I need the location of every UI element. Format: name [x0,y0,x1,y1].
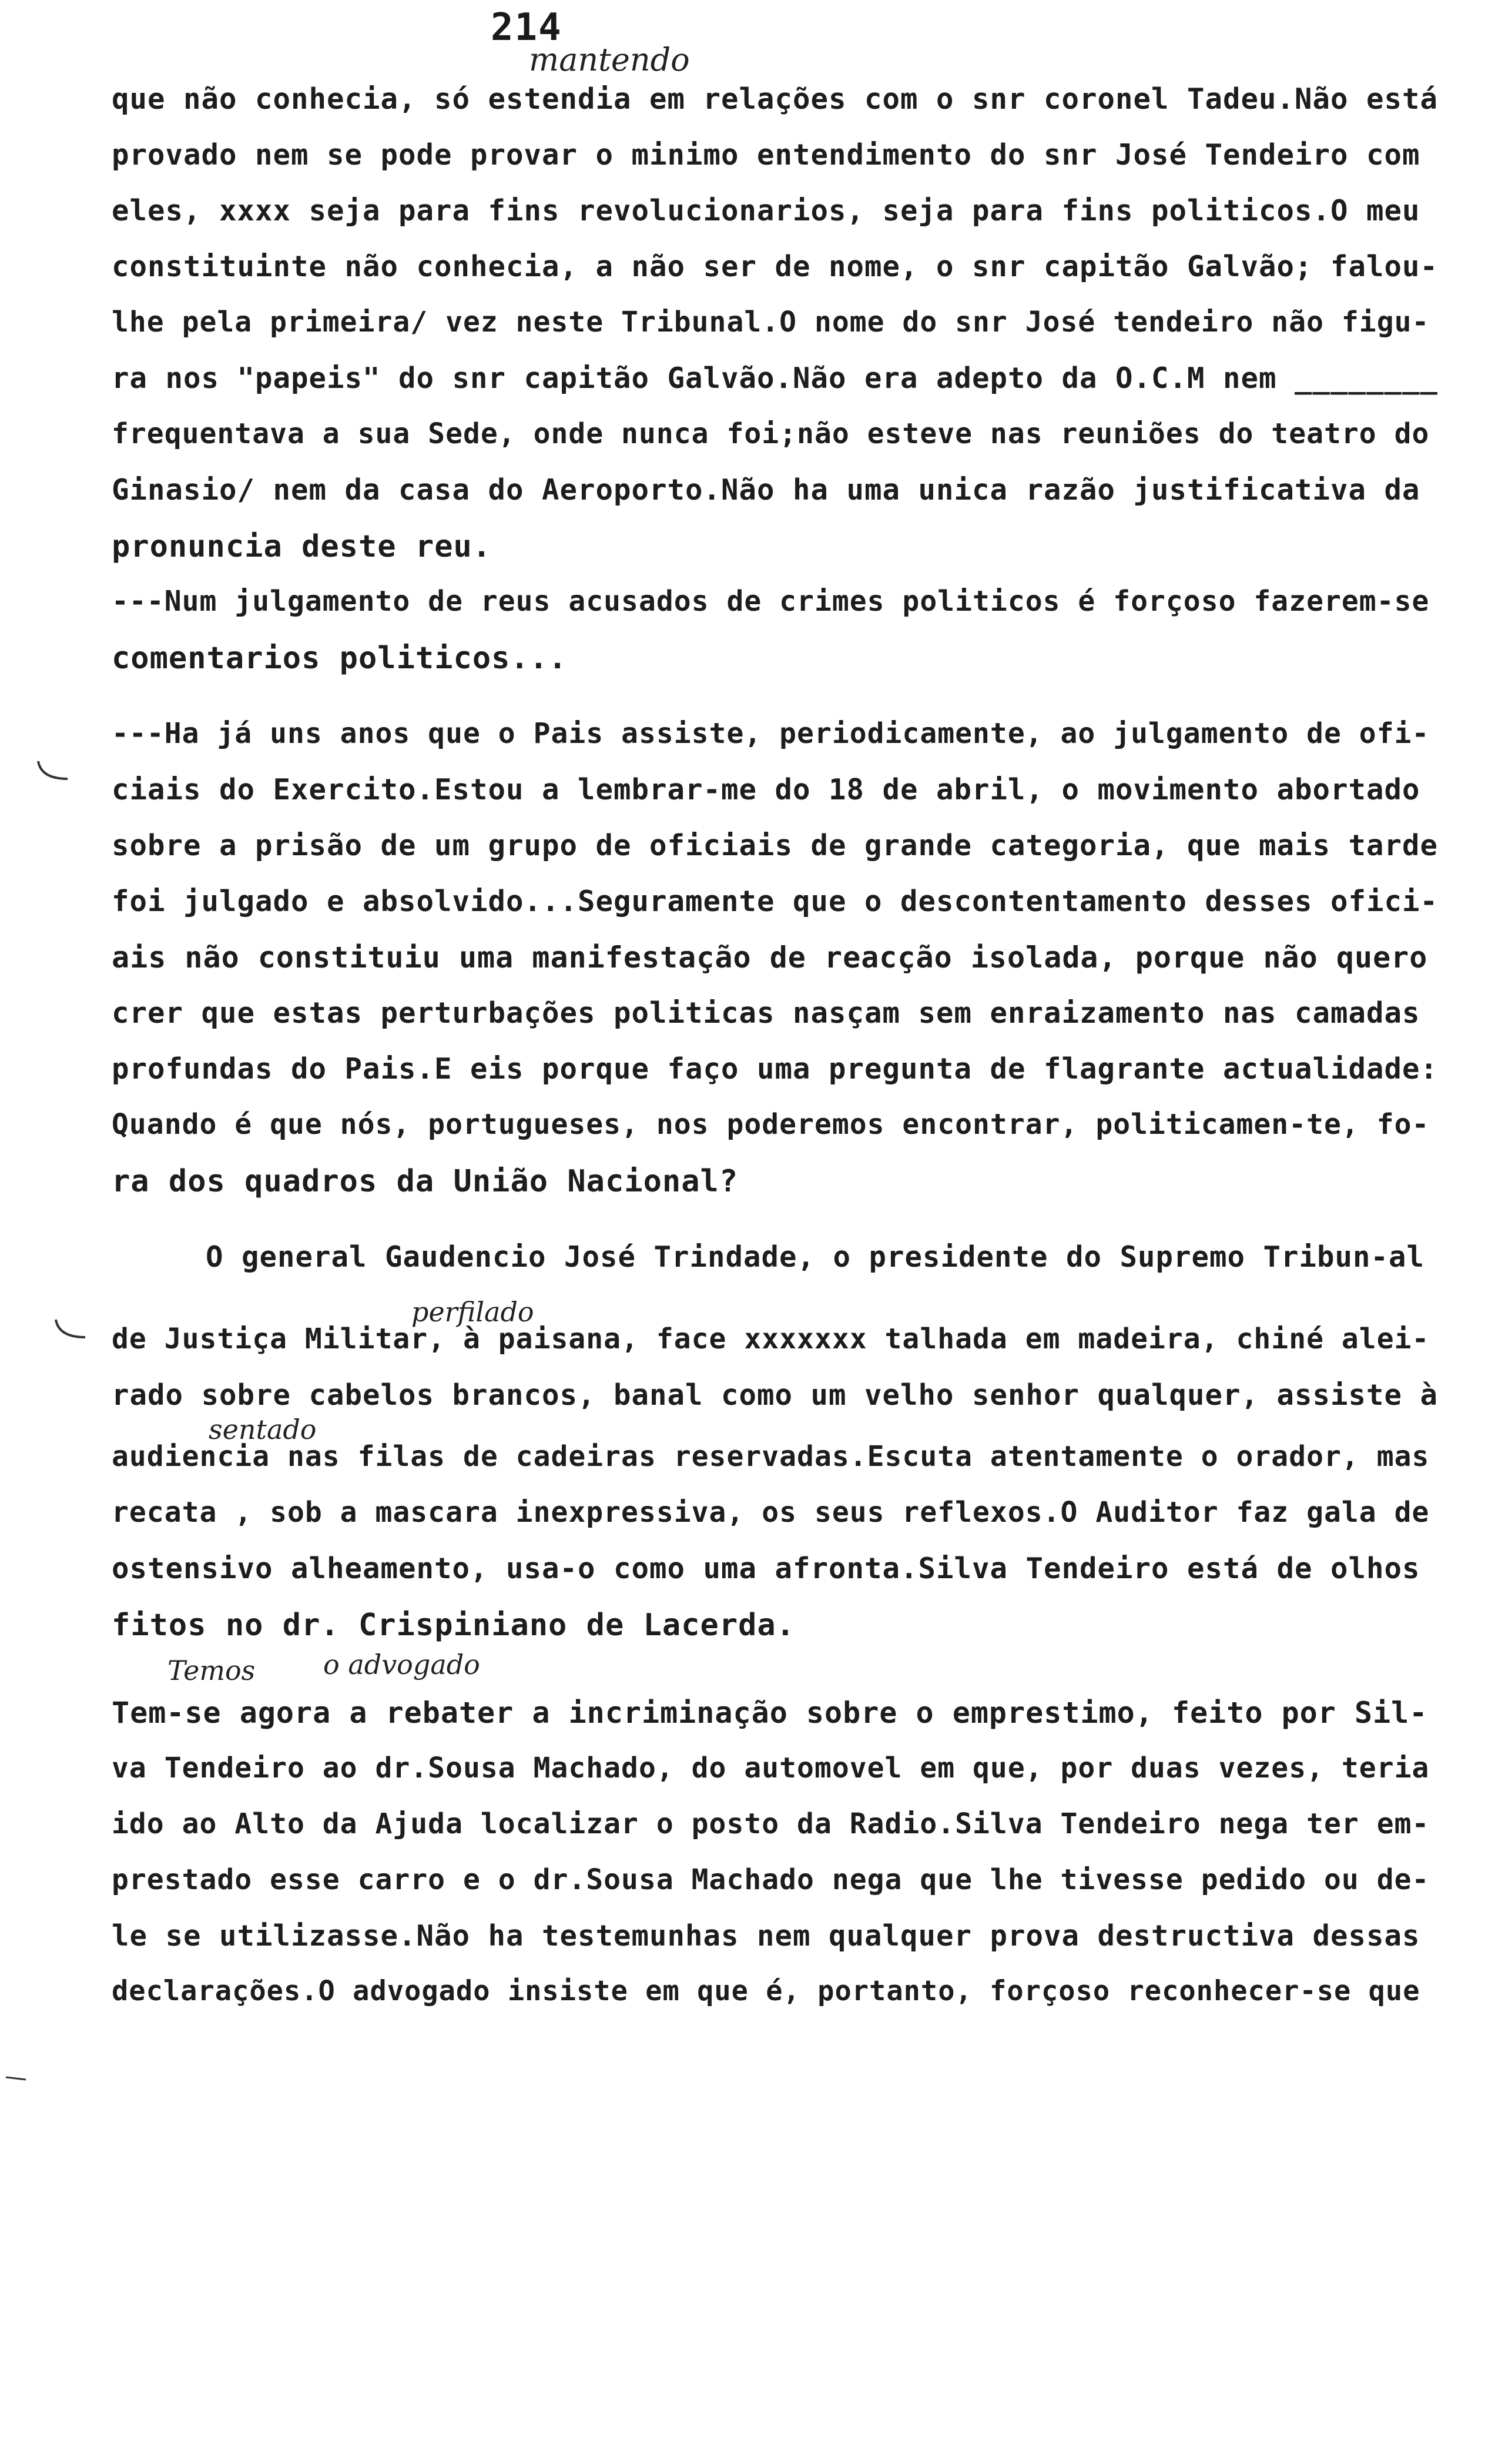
text-line: Ginasio/ nem da casa do Aeroporto.Não ha uma unica razão justificativa da [112,473,1420,507]
text-line: ostensivo alheamento, usa-o como uma afronta.Silva Tendeiro está de olhos [112,1552,1420,1585]
text-line: Tem-se agora a rebater a incriminação sobre o emprestimo, feito por Sil- [112,1696,1428,1730]
text-line: declarações.O advogado insiste em que é, portanto, forçoso reconhecer-se que [112,1975,1420,2007]
text-line: ---Ha já uns anos que o Pais assiste, periodicamente, ao julgamento de ofi- [112,717,1430,750]
text-line: ido ao Alto da Ajuda localizar o posto da Radio.Silva Tendeiro nega ter em- [112,1807,1430,1840]
text-line: profundas do Pais.E eis porque faço uma pregunta de flagrante actualidade: [112,1052,1439,1086]
text-line: provado nem se pode provar o minimo entendimento do snr José Tendeiro com [112,138,1420,172]
text-line: sobre a prisão de um grupo de oficiais de grande categoria, que mais tarde [112,829,1439,862]
text-line: ciais do Exercito.Estou a lembrar-me do 18 de abril, o movimento abortado [112,773,1420,806]
text-line: fitos no dr. Crispiniano de Lacerda. [112,1608,796,1643]
text-line: le se utilizasse.Não ha testemunhas nem qualquer prova destructiva dessas [112,1919,1420,1953]
margin-mark [53,1317,88,1340]
text-line: crer que estas perturbações politicas nasçam sem enraizamento nas camadas [112,996,1420,1030]
text-line: constituinte não conhecia, a não ser de nome, o snr capitão Galvão; falou- [112,250,1439,283]
page-number: 214 [491,6,562,49]
text-line: ra nos "papeis" do snr capitão Galvão.Não era adepto da O.C.M nem ________ [112,361,1439,395]
text-line: recata , sob a mascara inexpressiva, os seus reflexos.O Auditor faz gala de [112,1496,1430,1529]
text-line: foi julgado e absolvido...Seguramente que o descontentamento desses ofici- [112,885,1439,918]
text-line: eles, xxxx seja para fins revolucionarios, seja para fins politicos.O meu [112,194,1420,227]
text-line: ---Num julgamento de reus acusados de crimes politicos é forçoso fazerem-se [112,585,1430,618]
text-line: pronuncia deste reu. [112,529,492,564]
text-line: O general Gaudencio José Trindade, o presidente do Supremo Tribun-al [206,1240,1425,1274]
text-line: frequentava a sua Sede, onde nunca foi;não esteve nas reuniões do teatro do [112,417,1430,450]
text-line: que não conhecia, só estendia em relações com o snr coronel Tadeu.Não está [112,82,1439,116]
text-line: Quando é que nós, portugueses, nos poderemos encontrar, politicamen-te, fo- [112,1108,1430,1141]
text-line: ra dos quadros da União Nacional? [112,1164,739,1199]
margin-tick [5,2072,28,2078]
handwritten-note-sentado: sentado [209,1414,317,1445]
text-line: prestado esse carro e o dr.Sousa Machado nega que lhe tivesse pedido ou de- [112,1863,1430,1896]
handwritten-note-perfilado: perfilado [411,1296,534,1328]
text-line: ais não constituiu uma manifestação de reacção isolada, porque não quero [112,940,1428,975]
text-line: va Tendeiro ao dr.Sousa Machado, do automovel em que, por duas vezes, teria [112,1752,1430,1785]
text-line: comentarios politicos... [112,641,568,676]
text-line: audiencia nas filas de cadeiras reservadas.Escuta atentamente o orador, mas [112,1440,1430,1473]
handwritten-note-o-advogado: o advogado [323,1649,480,1680]
text-line: lhe pela primeira/ vez neste Tribunal.O nome do snr José tendeiro não figu- [112,306,1430,339]
text-line: rado sobre cabelos brancos, banal como um velho senhor qualquer, assiste à [112,1378,1439,1412]
margin-mark [35,758,71,782]
text-line: de Justiça Militar, à paisana, face xxxxxxx talhada em madeira, chiné alei- [112,1323,1430,1355]
handwritten-note-mantendo: mantendo [529,41,690,78]
handwritten-note-temos: Temos [167,1655,256,1686]
